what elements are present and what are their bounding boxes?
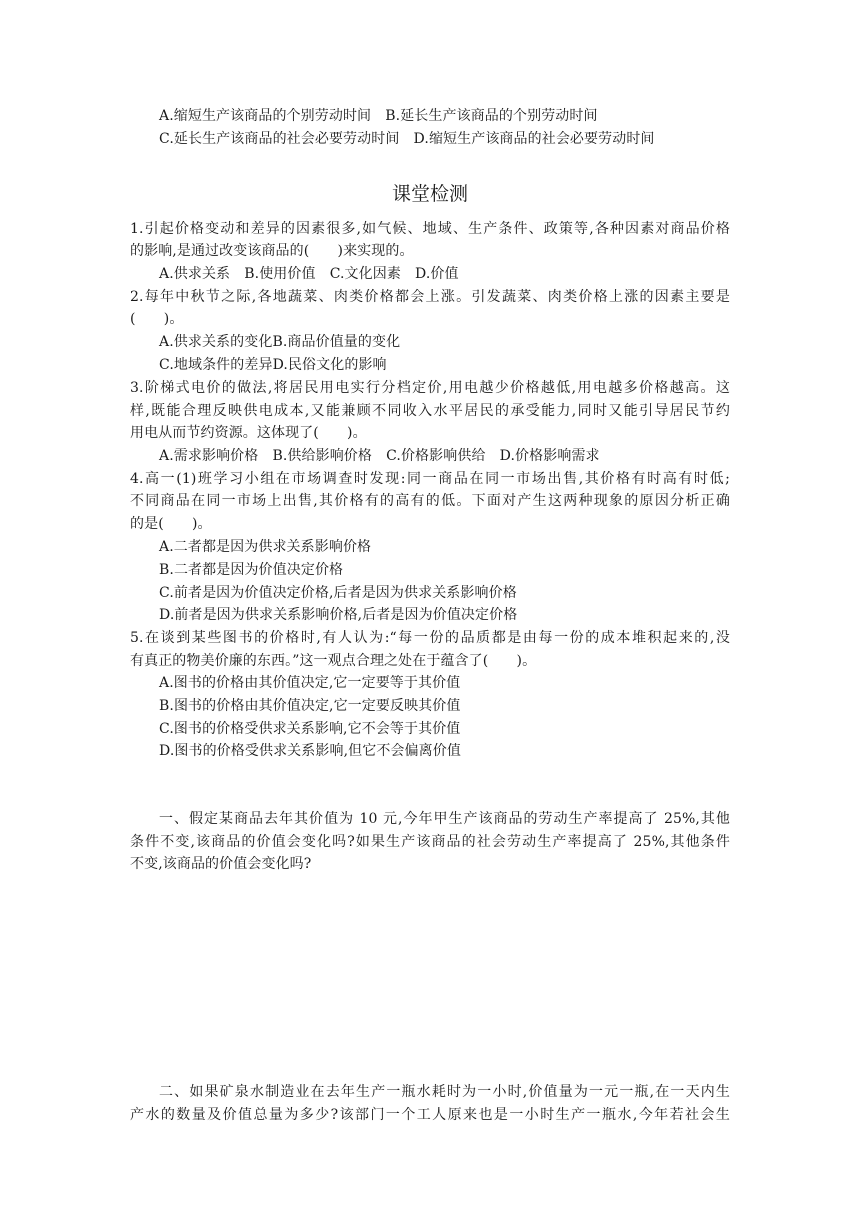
- question-4-text-line-2: 不同商品在同一市场上出售,其价格有的高有的低。下面对产生这两种现象的原因分析正确: [130, 493, 730, 509]
- problem-1-line-1: 一、假定某商品去年其价值为 10 元,今年甲生产该商品的劳动生产率提高了 25%,其他: [159, 811, 730, 827]
- section-title: 课堂检测: [391, 183, 468, 205]
- question-3-text-line-3: 用电从而节约资源。这体现了( )。: [130, 425, 367, 441]
- question-2-options-row-1: A.供求关系的变化B.商品价值量的变化: [159, 334, 401, 350]
- question-3-text-line-1: 3.阶梯式电价的做法,将居民用电实行分档定价,用电越少价格越低,用电越多价格越高。这: [130, 380, 730, 396]
- question-4-option-b: B.二者都是因为价值决定价格: [159, 562, 344, 578]
- question-5-option-d: D.图书的价格受供求关系影响,但它不会偏离价值: [159, 743, 461, 759]
- question-5-option-c: C.图书的价格受供求关系影响,它不会等于其价值: [159, 721, 461, 737]
- question-2-options-row-2: C.地域条件的差异D.民俗文化的影响: [159, 357, 387, 373]
- prev-question-options-row-2: C.延长生产该商品的社会必要劳动时间 D.缩短生产该商品的社会必要劳动时间: [159, 131, 655, 147]
- question-2-text-line-2: ( )。: [130, 311, 184, 327]
- question-4-option-a: A.二者都是因为供求关系影响价格: [159, 539, 372, 555]
- question-5-text-line-1: 5.在谈到某些图书的价格时,有人认为:“每一份的品质都是由每一份的成本堆积起来的,没: [130, 630, 730, 646]
- question-5-option-a: A.图书的价格由其价值决定,它一定要等于其价值: [159, 675, 461, 691]
- question-4-option-d: D.前者是因为供求关系影响价格,后者是因为价值决定价格: [159, 607, 518, 623]
- problem-2-line-2: 产水的数量及价值总量为多少?该部门一个工人原来也是一小时生产一瓶水,今年若社会生: [130, 1107, 730, 1123]
- question-4-text-line-3: 的是( )。: [130, 516, 212, 532]
- question-4-text-line-1: 4.高一(1)班学习小组在市场调查时发现:同一商品在同一市场出售,其价格有时高有时低;: [130, 471, 730, 487]
- question-1-text-line-1: 1.引起价格变动和差异的因素很多,如气候、地域、生产条件、政策等,各种因素对商品价格: [130, 221, 730, 237]
- prev-question-options-row-1: A.缩短生产该商品的个别劳动时间 B.延长生产该商品的个别劳动时间: [159, 108, 598, 124]
- question-3-text-line-2: 样,既能合理反映供电成本,又能兼顾不同收入水平居民的承受能力,同时又能引导居民节约: [130, 403, 730, 419]
- question-2-text-line-1: 2.每年中秋节之际,各地蔬菜、肉类价格都会上涨。引发蔬菜、肉类价格上涨的因素主要是: [130, 289, 730, 305]
- problem-1-line-2: 条件不变,该商品的价值会变化吗?如果生产该商品的社会劳动生产率提高了 25%,其他条件: [130, 834, 730, 850]
- problem-1-line-3: 不变,该商品的价值会变化吗?: [130, 856, 312, 872]
- problem-2-line-1: 二、如果矿泉水制造业在去年生产一瓶水耗时为一小时,价值量为一元一瓶,在一天内生: [159, 1084, 730, 1100]
- question-1-text-line-2: 的影响,是通过改变该商品的( )来实现的。: [130, 243, 414, 259]
- question-5-text-line-2: 有真正的物美价廉的东西。”这一观点合理之处在于蕴含了( )。: [130, 653, 537, 669]
- question-4-option-c: C.前者是因为价值决定价格,后者是因为供求关系影响价格: [159, 585, 517, 601]
- question-3-options: A.需求影响价格 B.供给影响价格 C.价格影响供给 D.价格影响需求: [159, 448, 600, 464]
- question-1-options: A.供求关系 B.使用价值 C.文化因素 D.价值: [159, 266, 459, 282]
- question-5-option-b: B.图书的价格由其价值决定,它一定要反映其价值: [159, 698, 461, 714]
